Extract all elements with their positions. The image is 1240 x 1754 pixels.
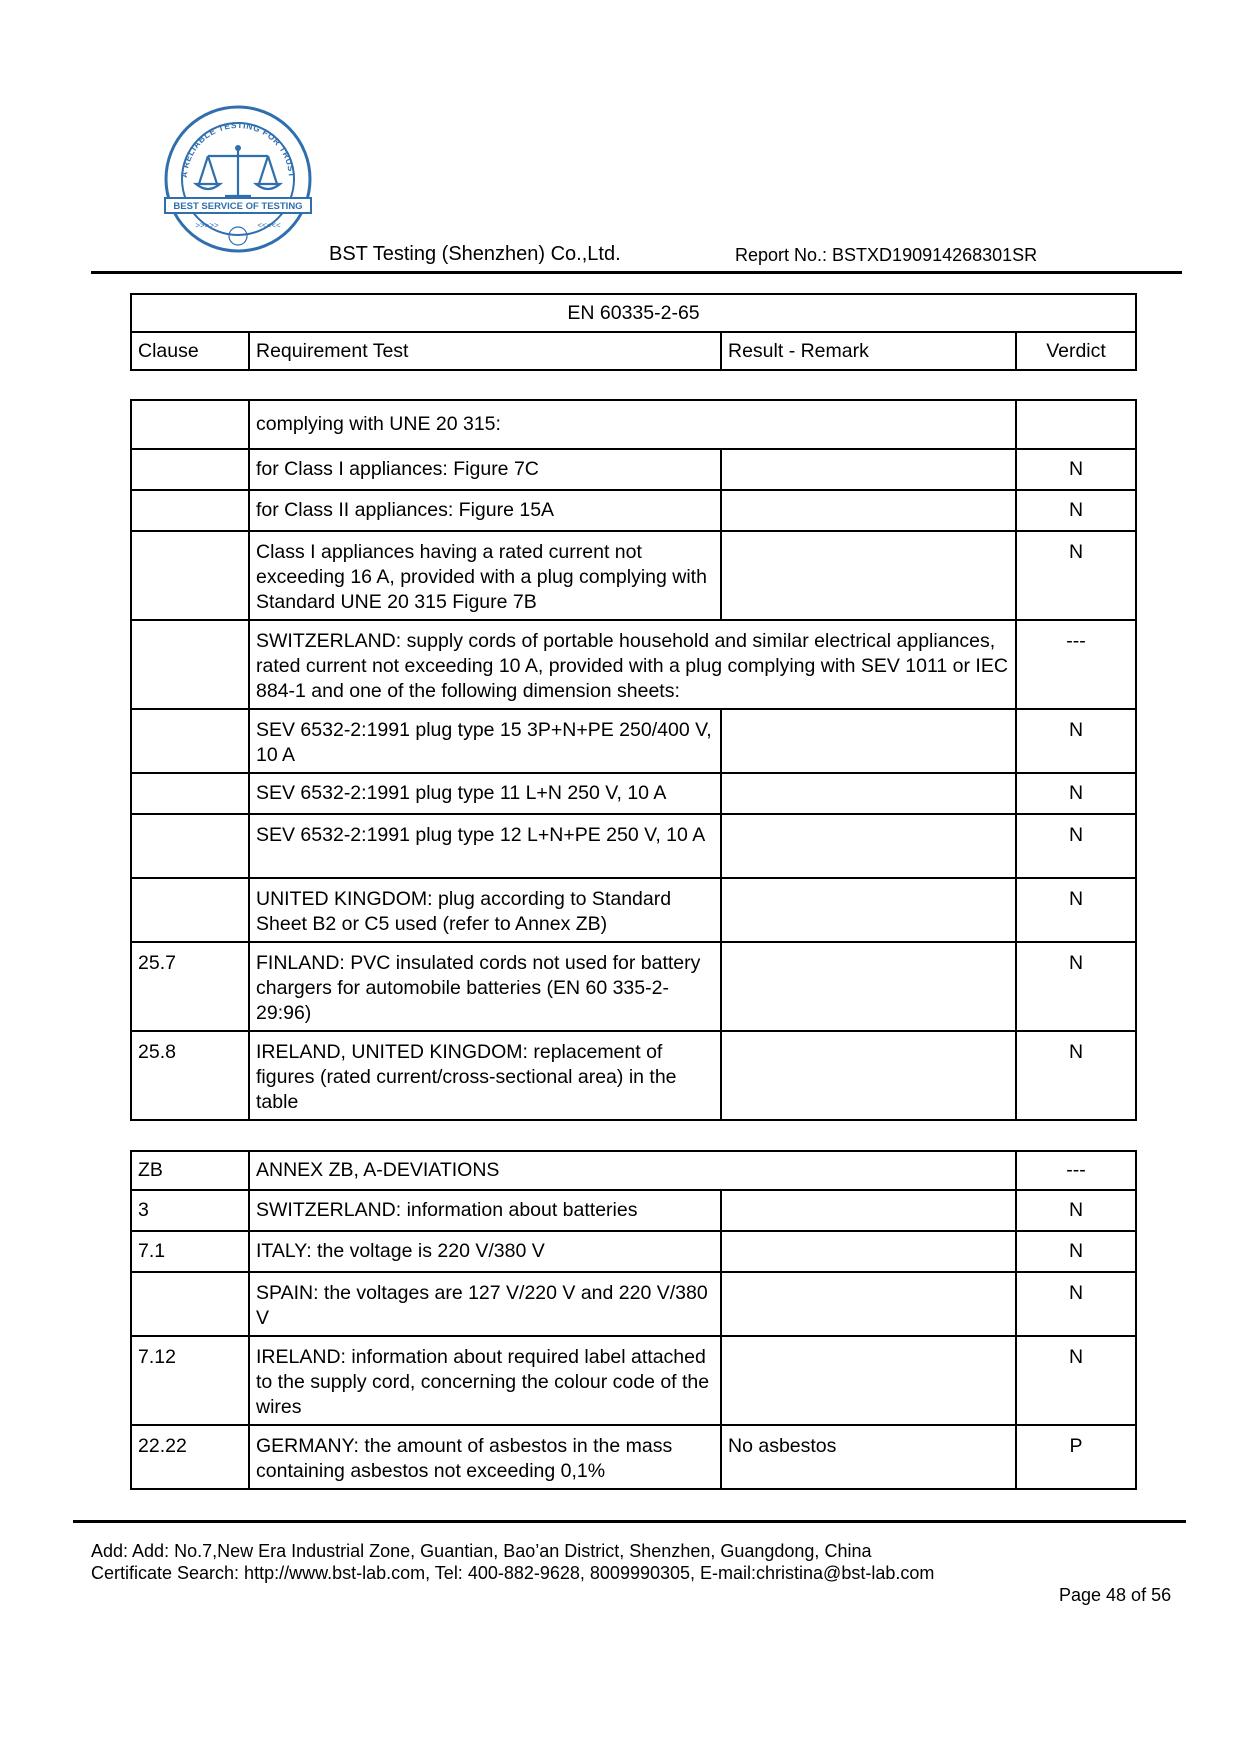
column-header-clause: Clause: [131, 332, 249, 370]
column-header-result: Result - Remark: [721, 332, 1016, 370]
table-row: 3 SWITZERLAND: information about batteries N: [131, 1190, 1136, 1231]
table-row: SWITZERLAND: supply cords of portable household and similar electrical appliances, rated current not exceeding 10 A, provided with a plug complying with SEV 1011 or IEC 884-1 and one of the following dimension sheets: ---: [131, 620, 1136, 709]
table-row: UNITED KINGDOM: plug according to Standard Sheet B2 or C5 used (refer to Annex ZB) N: [131, 878, 1136, 942]
table-row: Class I appliances having a rated current not exceeding 16 A, provided with a plug complying with Standard UNE 20 315 Figure 7B N: [131, 531, 1136, 620]
header-divider: [91, 271, 1182, 274]
column-header-requirement: Requirement Test: [249, 332, 721, 370]
footer-divider: [73, 1520, 1186, 1523]
table-row: SEV 6532-2:1991 plug type 11 L+N 250 V, 10 A N: [131, 773, 1136, 814]
table-row: 7.1 ITALY: the voltage is 220 V/380 V N: [131, 1231, 1136, 1272]
table-row: 22.22 GERMANY: the amount of asbestos in the mass containing asbestos not exceeding 0,1% No asbestos P: [131, 1425, 1136, 1489]
table-row: 7.12 IRELAND: information about required label attached to the supply cord, concerning the colour code of the wires N: [131, 1336, 1136, 1425]
table-row: SEV 6532-2:1991 plug type 15 3P+N+PE 250/400 V, 10 A N: [131, 709, 1136, 773]
requirements-table-2: [130, 1150, 1137, 1490]
table-row: for Class II appliances: Figure 15A N: [131, 490, 1136, 531]
logo-banner-text: BEST SERVICE OF TESTING: [173, 201, 303, 212]
logo-ring-text: A RELIABLE TESTING FOR TRUST: [178, 119, 298, 179]
footer-address: Add: Add: No.7,New Era Industrial Zone, Guantian, Bao’an District, Shenzhen, Guangdong, China: [91, 1541, 872, 1561]
table-row: 25.8 IRELAND, UNITED KINGDOM: replacement of figures (rated current/cross-sectional area) in the table N: [131, 1031, 1136, 1120]
report-number: Report No.: BSTXD190914268301SR: [735, 245, 1038, 265]
table-row: ZB ANNEX ZB, A-DEVIATIONS ---: [131, 1151, 1136, 1190]
table-row: SEV 6532-2:1991 plug type 12 L+N+PE 250 V, 10 A N: [131, 814, 1136, 878]
table-row: for Class I appliances: Figure 7C N: [131, 449, 1136, 490]
company-name: BST Testing (Shenzhen) Co.,Ltd.: [329, 243, 621, 265]
standard-title: EN 60335-2-65: [131, 294, 1136, 332]
company-logo: [163, 104, 313, 254]
table-row: 25.7 FINLAND: PVC insulated cords not used for battery chargers for automobile batteries (EN 60 335-2-29:96) N: [131, 942, 1136, 1031]
requirements-table-1: [130, 399, 1137, 1121]
column-header-verdict: Verdict: [1016, 332, 1136, 370]
table-row: complying with UNE 20 315:: [131, 400, 1136, 449]
page-number: Page 48 of 56: [1059, 1585, 1172, 1605]
svg-text:>>>>>: >>>>>: [195, 221, 219, 230]
svg-text:<<<<<: <<<<<: [257, 221, 281, 230]
footer-contact: Certificate Search: http://www.bst-lab.com, Tel: 400-882-9628, 8009990305, E-mail:christina@bst-lab.com: [91, 1563, 935, 1583]
table-header: [130, 293, 1137, 371]
table-row: SPAIN: the voltages are 127 V/220 V and 220 V/380 V N: [131, 1272, 1136, 1336]
